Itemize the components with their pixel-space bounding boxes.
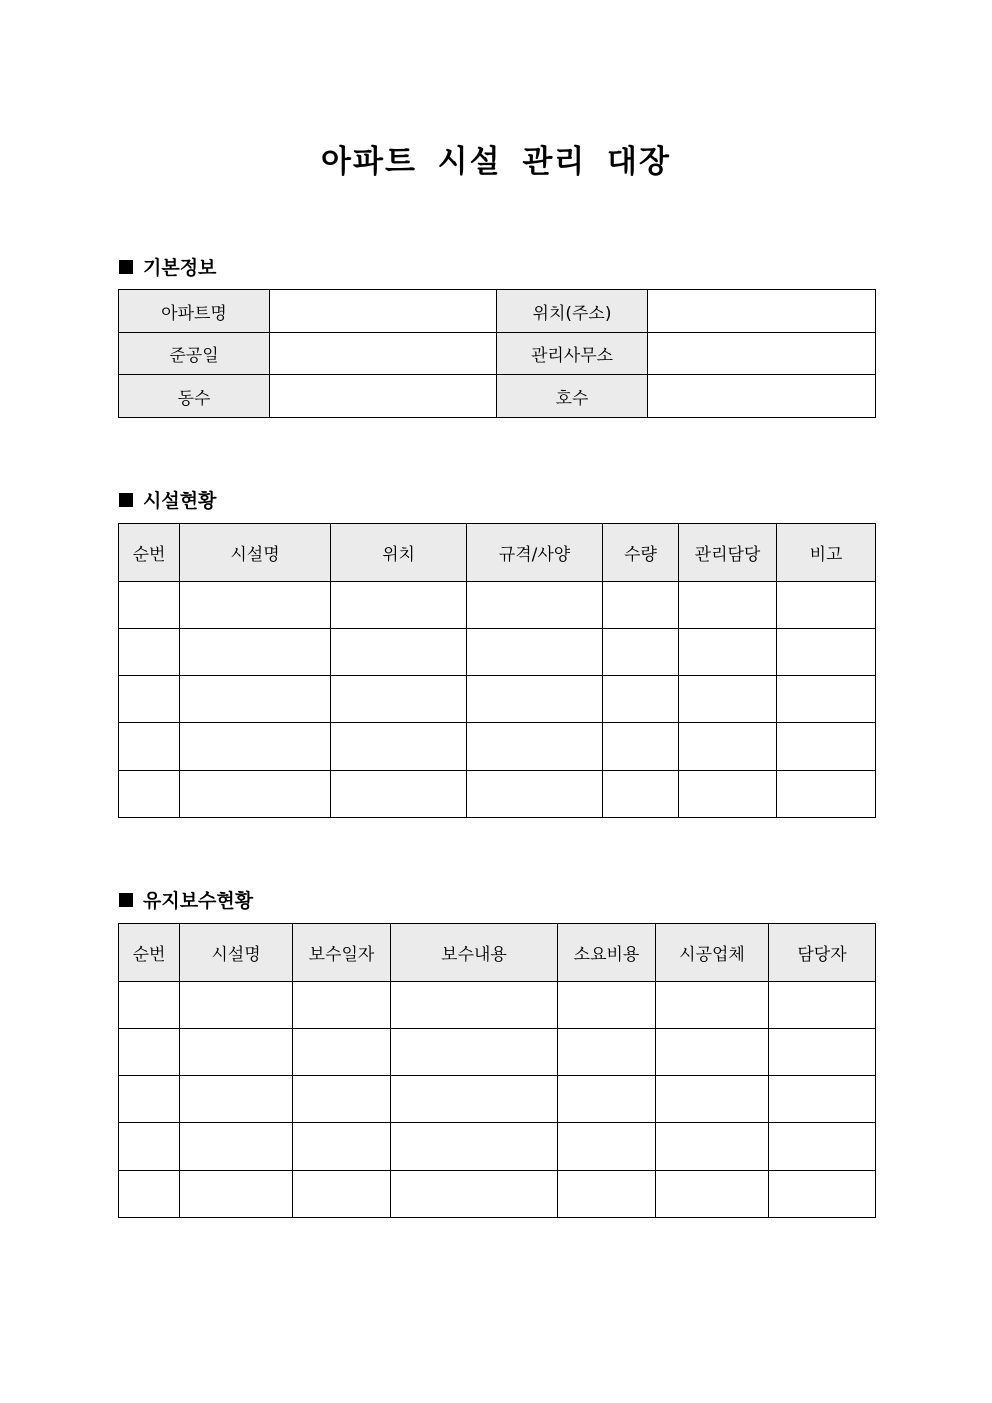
table-row (119, 582, 876, 629)
table-row (119, 1171, 876, 1218)
table-row (119, 771, 876, 818)
basic-info-row (119, 333, 876, 375)
table-cell[interactable] (467, 582, 603, 629)
table-cell[interactable] (391, 1123, 558, 1171)
maintenance-header-row (119, 924, 876, 982)
table-row (119, 723, 876, 771)
table-cell[interactable] (777, 676, 876, 723)
facilities-header-row (119, 524, 876, 582)
col-header-cost: 소요비용 (558, 924, 656, 982)
building-count-label: 동수 (119, 375, 270, 418)
page-title: 아파트 시설 관리 대장 (321, 144, 671, 180)
table-cell[interactable] (679, 723, 777, 771)
table-cell[interactable] (769, 1029, 876, 1076)
table-cell[interactable] (391, 1171, 558, 1218)
table-cell[interactable] (180, 1123, 293, 1171)
table-cell[interactable] (679, 629, 777, 676)
table-cell[interactable] (180, 1171, 293, 1218)
table-cell[interactable] (180, 582, 331, 629)
table-cell[interactable] (679, 771, 777, 818)
table-cell[interactable] (293, 1123, 391, 1171)
table-cell[interactable] (769, 1076, 876, 1123)
col-header-number: 순번 (119, 524, 180, 582)
table-cell[interactable] (769, 1171, 876, 1218)
square-bullet-icon (119, 893, 133, 907)
col-header-note: 비고 (777, 524, 876, 582)
col-header-manager: 관리담당 (679, 524, 777, 582)
basic-info-heading (119, 253, 216, 280)
table-cell[interactable] (391, 1076, 558, 1123)
col-header-spec: 규격/사양 (467, 524, 603, 582)
table-cell[interactable] (603, 771, 679, 818)
table-cell[interactable] (467, 723, 603, 771)
table-cell[interactable] (119, 1171, 180, 1218)
completion-date-field[interactable] (270, 333, 497, 375)
table-cell[interactable] (558, 1171, 656, 1218)
table-cell[interactable] (777, 771, 876, 818)
table-cell[interactable] (603, 582, 679, 629)
table-cell[interactable] (656, 1171, 769, 1218)
table-cell[interactable] (293, 1029, 391, 1076)
management-office-label: 관리사무소 (497, 333, 648, 375)
building-count-field[interactable] (270, 375, 497, 418)
table-cell[interactable] (180, 771, 331, 818)
col-header-location: 위치 (331, 524, 467, 582)
table-cell[interactable] (331, 771, 467, 818)
table-row (119, 1076, 876, 1123)
table-cell[interactable] (293, 1171, 391, 1218)
col-header-contractor: 시공업체 (656, 924, 769, 982)
table-cell[interactable] (558, 1076, 656, 1123)
table-cell[interactable] (180, 723, 331, 771)
square-bullet-icon (119, 493, 133, 507)
table-cell[interactable] (467, 771, 603, 818)
basic-info-row (119, 375, 876, 418)
table-cell[interactable] (558, 1123, 656, 1171)
table-cell[interactable] (558, 1029, 656, 1076)
table-cell[interactable] (119, 1029, 180, 1076)
table-cell[interactable] (293, 982, 391, 1029)
unit-count-field[interactable] (648, 375, 876, 418)
table-cell[interactable] (119, 771, 180, 818)
col-header-person-in-charge: 담당자 (769, 924, 876, 982)
facilities-heading (119, 486, 216, 513)
address-field[interactable] (648, 290, 876, 333)
table-cell[interactable] (119, 676, 180, 723)
col-header-repair-date: 보수일자 (293, 924, 391, 982)
table-cell[interactable] (119, 1123, 180, 1171)
table-cell[interactable] (467, 629, 603, 676)
col-header-facility-name: 시설명 (180, 924, 293, 982)
table-cell[interactable] (180, 982, 293, 1029)
table-cell[interactable] (119, 1076, 180, 1123)
table-cell[interactable] (331, 676, 467, 723)
table-cell[interactable] (777, 582, 876, 629)
table-cell[interactable] (656, 1076, 769, 1123)
table-cell[interactable] (391, 982, 558, 1029)
table-cell[interactable] (119, 723, 180, 771)
table-cell[interactable] (119, 629, 180, 676)
table-row (119, 1029, 876, 1076)
table-cell[interactable] (180, 1029, 293, 1076)
table-cell[interactable] (180, 629, 331, 676)
table-row (119, 676, 876, 723)
table-row (119, 1123, 876, 1171)
table-cell[interactable] (656, 1123, 769, 1171)
col-header-number: 순번 (119, 924, 180, 982)
facilities-table (118, 523, 876, 818)
maintenance-heading (119, 886, 253, 913)
table-cell[interactable] (558, 982, 656, 1029)
table-cell[interactable] (777, 723, 876, 771)
table-cell[interactable] (679, 676, 777, 723)
basic-info-table (118, 289, 876, 418)
table-cell[interactable] (119, 982, 180, 1029)
basic-info-heading-label: 기본정보 (143, 257, 217, 279)
table-cell[interactable] (603, 676, 679, 723)
table-cell[interactable] (331, 582, 467, 629)
table-row (119, 629, 876, 676)
unit-count-label: 호수 (497, 375, 648, 418)
management-office-field[interactable] (648, 333, 876, 375)
table-cell[interactable] (180, 1076, 293, 1123)
table-cell[interactable] (656, 1029, 769, 1076)
col-header-facility-name: 시설명 (180, 524, 331, 582)
table-cell[interactable] (467, 676, 603, 723)
basic-info-row (119, 290, 876, 333)
table-cell[interactable] (656, 982, 769, 1029)
table-cell[interactable] (603, 629, 679, 676)
col-header-repair-details: 보수내용 (391, 924, 558, 982)
table-cell[interactable] (603, 723, 679, 771)
table-cell[interactable] (769, 982, 876, 1029)
table-cell[interactable] (119, 582, 180, 629)
table-cell[interactable] (769, 1123, 876, 1171)
table-row (119, 982, 876, 1029)
maintenance-table (118, 923, 876, 1218)
table-cell[interactable] (331, 723, 467, 771)
apartment-name-field[interactable] (270, 290, 497, 333)
completion-date-label: 준공일 (119, 333, 270, 375)
table-cell[interactable] (180, 676, 331, 723)
apartment-name-label: 아파트명 (119, 290, 270, 333)
table-cell[interactable] (679, 582, 777, 629)
table-cell[interactable] (293, 1076, 391, 1123)
address-label: 위치(주소) (497, 290, 648, 333)
table-cell[interactable] (391, 1029, 558, 1076)
facilities-heading-label: 시설현황 (143, 490, 217, 512)
maintenance-heading-label: 유지보수현황 (143, 890, 254, 912)
square-bullet-icon (119, 260, 133, 274)
table-cell[interactable] (777, 629, 876, 676)
table-cell[interactable] (331, 629, 467, 676)
col-header-quantity: 수량 (603, 524, 679, 582)
